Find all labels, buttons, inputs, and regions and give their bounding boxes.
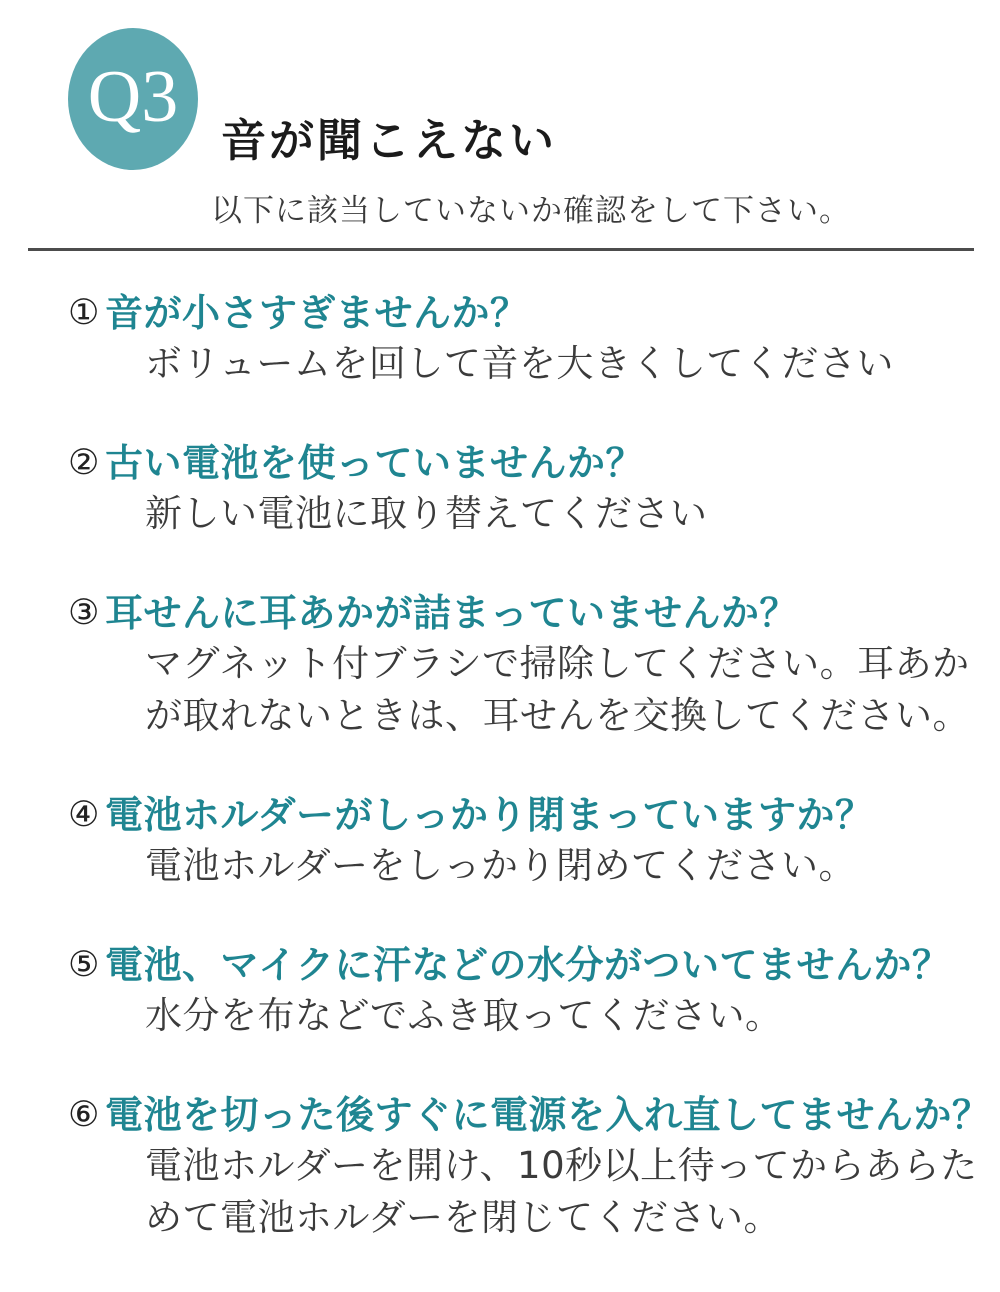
item-question: 電池を切った後すぐに電源を入れ直してませんか？ <box>105 1093 991 1137</box>
item-number: ② <box>68 443 100 483</box>
checklist-item-4 <box>68 790 978 892</box>
checklist-item-3 <box>68 588 978 742</box>
item-answer-line: 新しい電池に取り替えてください <box>145 492 708 535</box>
item-answer <box>145 488 978 540</box>
item-answer <box>145 338 978 390</box>
item-answer <box>145 990 978 1042</box>
item-question: 電池ホルダーがしっかり閉まっていますか？ <box>105 793 874 837</box>
item-heading <box>68 588 978 638</box>
item-question: 電池、マイクに汗などの水分がついてませんか？ <box>105 943 951 987</box>
checklist-item-2 <box>68 438 978 540</box>
item-number: ③ <box>68 593 100 633</box>
item-answer <box>145 638 978 742</box>
item-heading <box>68 438 978 488</box>
item-answer-line: めて電池ホルダーを閉じてください。 <box>145 1196 782 1239</box>
divider-line <box>28 248 974 251</box>
item-heading <box>68 790 978 840</box>
item-number: ① <box>68 293 100 333</box>
item-number: ⑥ <box>68 1095 100 1135</box>
item-answer <box>145 1140 978 1244</box>
question-number-badge <box>68 28 198 170</box>
item-answer-line: 電池ホルダーを開け、10秒以上待ってからあらた <box>145 1144 978 1187</box>
item-answer-line: 水分を布などでふき取ってください。 <box>145 994 783 1037</box>
checklist-item-5 <box>68 940 978 1042</box>
question-number-label: Q3 <box>87 56 179 138</box>
checklist <box>68 288 991 1292</box>
checklist-item-1 <box>68 288 978 390</box>
page-subtitle: 以下に該当していないか確認をして下さい。 <box>211 193 851 229</box>
item-question: 耳せんに耳あかが詰まっていませんか？ <box>105 591 799 635</box>
checklist-item-6 <box>68 1090 991 1244</box>
item-number: ⑤ <box>68 945 100 985</box>
item-heading <box>68 1090 991 1140</box>
item-heading <box>68 940 978 990</box>
item-answer-line: マグネット付ブラシで掃除してください。耳あか <box>145 642 970 685</box>
item-answer <box>145 840 978 892</box>
item-number: ④ <box>68 795 100 835</box>
page-title: 音が聞こえない <box>221 114 558 168</box>
item-question: 音が小さすぎませんか？ <box>105 291 529 335</box>
item-answer-line: ボリュームを回して音を大きくしてください <box>145 342 894 385</box>
item-question: 古い電池を使っていませんか？ <box>105 441 645 485</box>
item-answer-line: が取れないときは、耳せんを交換してください。 <box>145 694 970 737</box>
item-heading <box>68 288 978 338</box>
item-answer-line: 電池ホルダーをしっかり閉めてください。 <box>145 844 857 887</box>
